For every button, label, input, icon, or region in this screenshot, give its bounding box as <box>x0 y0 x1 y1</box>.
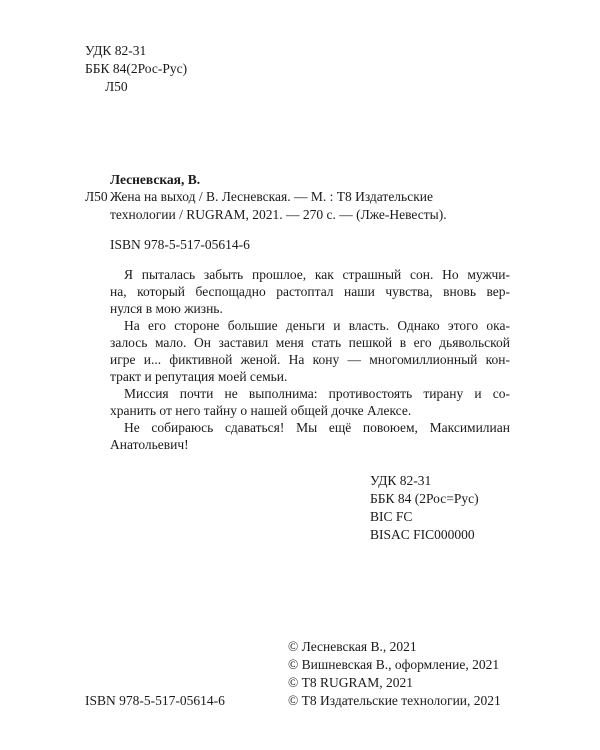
biblio-author-code: Л50 <box>85 189 108 204</box>
top-udk-code: УДК 82-31 <box>85 43 147 58</box>
biblio-title-line: Жена на выход / В. Лесневская. — М. : Т8 Издательские <box>110 189 433 204</box>
annotation-line: тракт и репутация моей семьи. <box>110 369 288 384</box>
annotation-line: залось мало. Он заставил меня стать пешкой в его дьявольской <box>110 335 510 350</box>
annotation-line: нулся в мою жизнь. <box>110 301 223 316</box>
annotation-paragraph-1 <box>110 266 510 317</box>
annotation-paragraph-3 <box>110 385 510 419</box>
bottom-isbn: ISBN 978-5-517-05614-6 <box>85 693 225 708</box>
annotation-paragraph-4 <box>110 419 510 453</box>
annotation-line: Я пыталась забыть прошлое, как страшный сон. Но мужчи- <box>124 267 510 282</box>
biblio-author: Лесневская, В. <box>110 172 201 187</box>
right-bbk-code: ББК 84 (2Рос=Рус) <box>370 491 479 506</box>
biblio-isbn: ISBN 978-5-517-05614-6 <box>110 237 250 252</box>
copyright-author: © Лесневская В., 2021 <box>288 639 417 654</box>
right-bisac-code: BISAC FIC000000 <box>370 527 475 542</box>
annotation-line: игре и... фиктивной женой. На кону — многомиллионный кон- <box>110 352 510 367</box>
annotation-line: Анатольевич! <box>110 437 189 452</box>
annotation-line: хранить от него тайну о нашей общей дочке Алексе. <box>110 403 412 418</box>
copyright-rugram: © Т8 RUGRAM, 2021 <box>288 675 414 690</box>
right-udk-code: УДК 82-31 <box>370 473 432 488</box>
annotation-paragraph-2 <box>110 317 510 385</box>
copyright-publisher: © Т8 Издательские технологии, 2021 <box>288 693 501 708</box>
annotation-line: на, который беспощадно растоптал наши чувства, вновь вер- <box>110 284 510 299</box>
top-author-code: Л50 <box>105 79 128 94</box>
annotation-line: На его стороне большие деньги и власть. Однако этого ока- <box>124 318 510 333</box>
annotation-line: Миссия почти не выполнима: противостоять тирану и со- <box>124 386 510 401</box>
top-bbk-code: ББК 84(2Рос-Рус) <box>85 61 188 76</box>
annotation-line: Не собираюсь сдаваться! Мы ещё повоюем, Максимилиан <box>124 420 510 435</box>
copyright-design: © Вишневская В., оформление, 2021 <box>288 657 500 672</box>
right-bic-code: BIC FC <box>370 509 413 524</box>
biblio-publisher-line: технологии / RUGRAM, 2021. — 270 с. — (Лже-Невесты). <box>110 207 447 222</box>
